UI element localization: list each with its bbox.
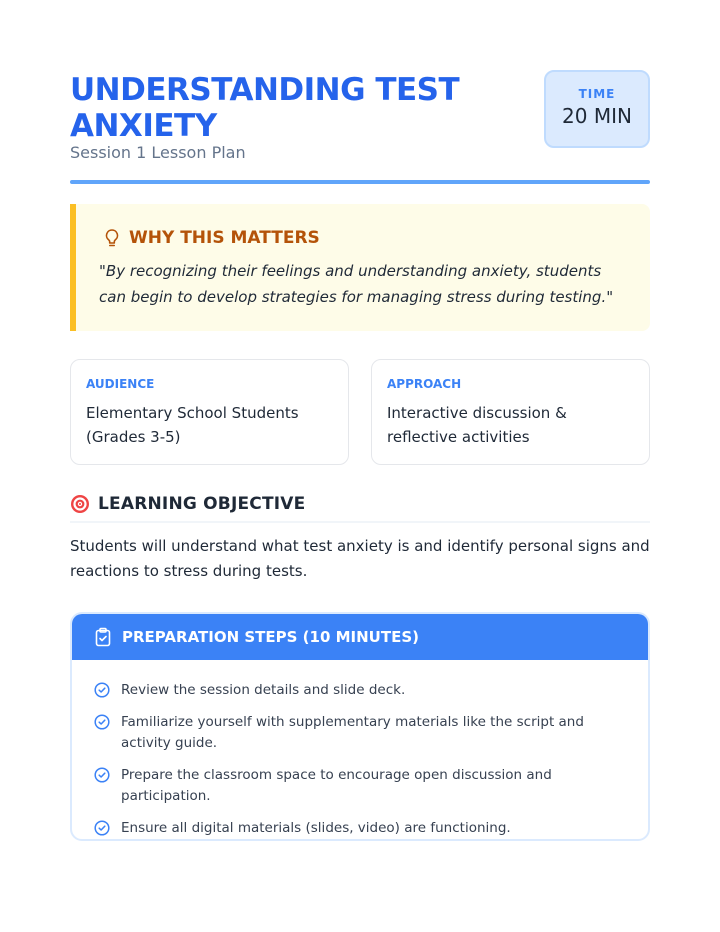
why-quote: "By recognizing their feelings and understanding anxiety, students can begin to develop strategies for managing stress during testing." — [99, 262, 614, 306]
check-circle-icon — [94, 714, 110, 730]
preparation-list — [72, 660, 648, 839]
approach-card — [371, 359, 650, 465]
check-circle-icon — [94, 820, 110, 836]
header — [70, 70, 650, 186]
target-icon — [70, 494, 90, 514]
page-subtitle: Session 1 Lesson Plan — [70, 143, 246, 162]
audience-label: AUDIENCE — [86, 377, 155, 391]
objective-title: LEARNING OBJECTIVE — [98, 494, 306, 514]
page-title: UNDERSTANDING TEST ANXIETY — [70, 72, 460, 144]
why-this-matters-callout — [70, 204, 650, 331]
objective-text: Students will understand what test anxiety is and identify personal signs and reactions to stress during tests. — [70, 537, 650, 580]
approach-value: Interactive discussion & reflective activities — [387, 404, 567, 446]
clipboard-check-icon — [94, 627, 112, 647]
time-badge — [544, 70, 650, 148]
list-item — [94, 712, 628, 754]
why-title: WHY THIS MATTERS — [129, 228, 320, 248]
header-divider — [70, 180, 650, 184]
approach-label: APPROACH — [387, 377, 462, 391]
list-item — [94, 680, 628, 701]
list-item — [94, 765, 628, 807]
preparation-panel — [70, 612, 650, 841]
audience-card — [70, 359, 349, 465]
check-circle-icon — [94, 767, 110, 783]
time-label: TIME — [578, 87, 616, 101]
objective-divider — [70, 521, 650, 523]
list-item-text: Ensure all digital materials (slides, video) are functioning. — [121, 820, 511, 836]
list-item — [94, 818, 628, 839]
preparation-title: PREPARATION STEPS (10 MINUTES) — [122, 628, 419, 646]
check-circle-icon — [94, 682, 110, 698]
list-item-text: Familiarize yourself with supplementary materials like the script and activity guide. — [121, 714, 584, 751]
why-header — [103, 228, 320, 248]
lightbulb-icon — [103, 228, 121, 248]
list-item-text: Prepare the classroom space to encourage open discussion and participation. — [121, 767, 552, 804]
list-item-text: Review the session details and slide deck. — [121, 682, 406, 698]
objective-header — [70, 494, 305, 514]
preparation-header — [72, 614, 648, 660]
audience-value: Elementary School Students (Grades 3-5) — [86, 404, 299, 446]
time-value: 20 MIN — [562, 104, 632, 128]
